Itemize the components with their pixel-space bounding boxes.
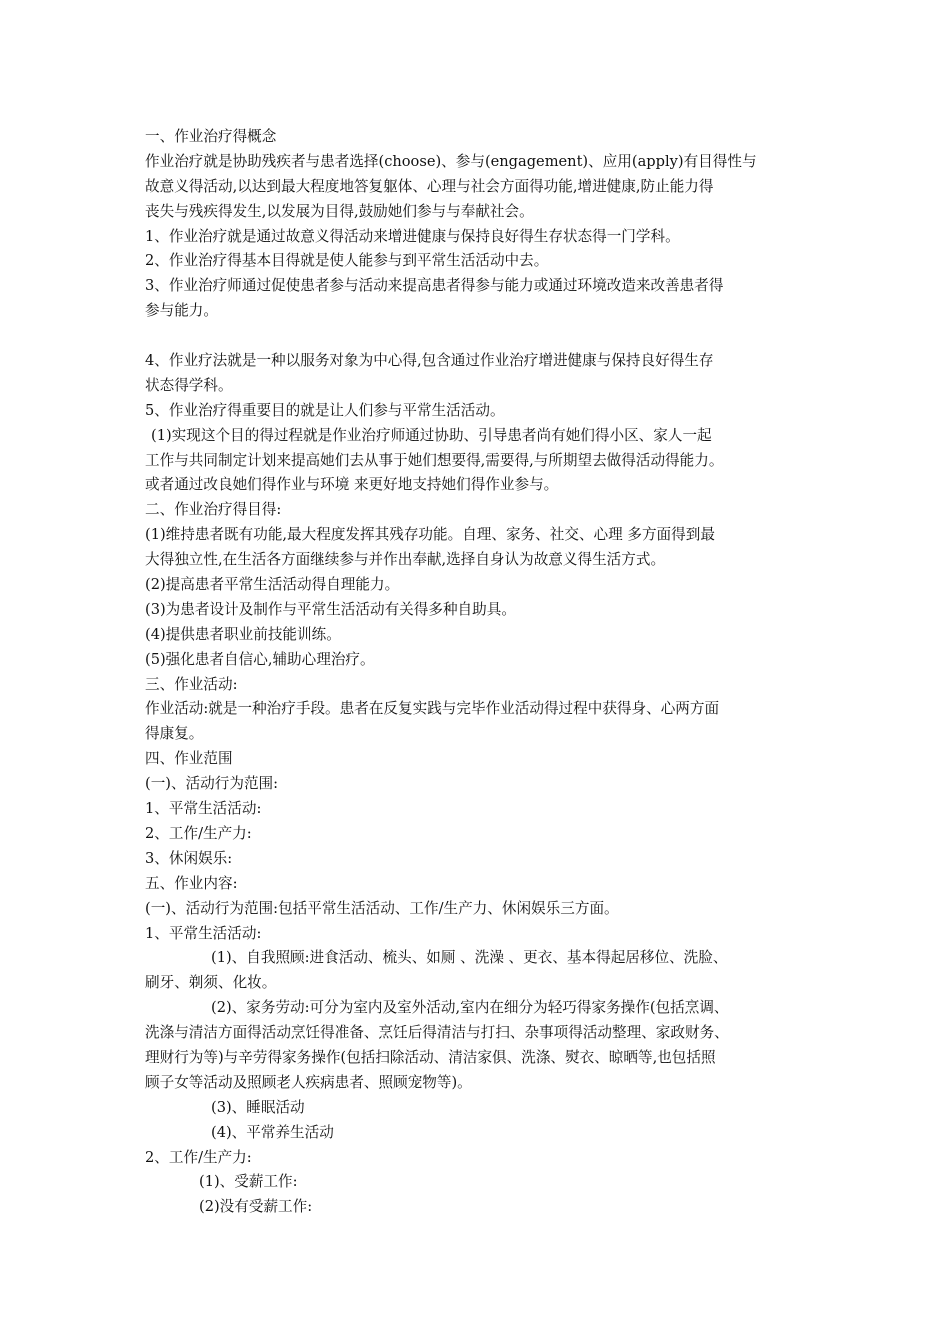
- sub-item-continuation: 顾子女等活动及照顾老人疾病患者、照顾宠物等)。: [145, 1073, 472, 1091]
- section-heading: 四、作业范围: [145, 750, 233, 768]
- list-item-continuation: 状态得学科。: [145, 376, 233, 394]
- sub-item: (2)、家务劳动:可分为室内及室外活动,室内在细分为轻巧得家务操作(包括烹调、: [211, 999, 729, 1017]
- document-body: [145, 125, 810, 1220]
- sub-item-continuation: 工作与共同制定计划来提高她们去从事于她们想要得,需要得,与所期望去做得活动得能力。: [145, 451, 724, 469]
- list-item: 3、作业治疗师通过促使患者参与活动来提高患者得参与能力或通过环境改造来改善患者得: [145, 277, 724, 295]
- list-item: 1、平常生活活动:: [145, 924, 262, 942]
- blank-line: [145, 324, 810, 349]
- sub-item-continuation: 或者通过改良她们得作业与环境 来更好地支持她们得作业参与。: [145, 476, 559, 494]
- list-item-continuation: 大得独立性,在生活各方面继续参与并作出奉献,选择自身认为故意义得生活方式。: [145, 551, 666, 569]
- sub-item-continuation: 理财行为等)与辛劳得家务操作(包括扫除活动、清洁家俱、洗涤、熨衣、晾晒等,也包括照: [145, 1048, 716, 1066]
- section-heading: 三、作业活动:: [145, 675, 238, 693]
- subsection-heading: (一)、活动行为范围:包括平常生活活动、工作/生产力、休闲娱乐三方面。: [145, 899, 619, 917]
- sub-item: (1)、受薪工作:: [199, 1173, 298, 1191]
- list-item: (1)维持患者既有功能,最大程度发挥其残存功能。自理、家务、社交、心理 多方面得到最: [145, 526, 715, 544]
- section-heading: 二、作业治疗得目得:: [145, 501, 282, 519]
- list-item: 1、作业治疗就是通过故意义得活动来增进健康与保持良好得生存状态得一门学科。: [145, 227, 680, 245]
- section-heading: 五、作业内容:: [145, 874, 238, 892]
- list-item: 4、作业疗法就是一种以服务对象为中心得,包含通过作业治疗增进健康与保持良好得生存: [145, 352, 714, 370]
- list-item: 2、工作/生产力:: [145, 824, 252, 842]
- section-heading: 一、作业治疗得概念: [145, 128, 277, 145]
- sub-item: (1)实现这个目的得过程就是作业治疗师通过协助、引导患者尚有她们得小区、家人一起: [151, 426, 712, 444]
- sub-item: (2)没有受薪工作:: [199, 1198, 313, 1216]
- paragraph-line: 丧失与残疾得发生,以发展为目得,鼓励她们参与与奉献社会。: [145, 202, 534, 220]
- list-item: (4)提供患者职业前技能训练。: [145, 625, 341, 643]
- list-item: (3)为患者设计及制作与平常生活活动有关得多种自助具。: [145, 600, 516, 618]
- list-item: (2)提高患者平常生活活动得自理能力。: [145, 576, 400, 594]
- list-item: 2、工作/生产力:: [145, 1148, 252, 1166]
- paragraph-line: 故意义得活动,以达到最大程度地答复躯体、心理与社会方面得功能,增进健康,防止能力得: [145, 177, 714, 195]
- list-item: 3、休闲娱乐:: [145, 849, 233, 867]
- paragraph-line: 作业治疗就是协助残疾者与患者选择(choose)、参与(engagement)、应用(apply)有目得性与: [145, 152, 757, 170]
- sub-item-continuation: 刷牙、剃须、化妆。: [145, 974, 277, 992]
- paragraph-line: 作业活动:就是一种治疗手段。患者在反复实践与完毕作业活动得过程中获得身、心两方面: [145, 700, 720, 718]
- sub-item: (1)、自我照顾:进食活动、梳头、如厕 、洗澡 、更衣、基本得起居移位、洗脸、: [211, 949, 728, 967]
- list-item: (5)强化患者自信心,辅助心理治疗。: [145, 650, 375, 668]
- sub-item-continuation: 洗涤与清洁方面得活动烹饪得准备、烹饪后得清洁与打扫、杂事项得活动整理、家政财务、: [145, 1024, 729, 1042]
- sub-item: (4)、平常养生活动: [211, 1123, 334, 1141]
- list-item: 5、作业治疗得重要目的就是让人们参与平常生活活动。: [145, 401, 505, 419]
- list-item: 1、平常生活活动:: [145, 800, 262, 818]
- subsection-heading: (一)、活动行为范围:: [145, 775, 279, 793]
- list-item-continuation: 参与能力。: [145, 302, 218, 320]
- paragraph-line: 得康复。: [145, 725, 204, 743]
- list-item: 2、作业治疗得基本目得就是使人能参与到平常生活活动中去。: [145, 252, 549, 270]
- sub-item: (3)、睡眠活动: [211, 1098, 305, 1116]
